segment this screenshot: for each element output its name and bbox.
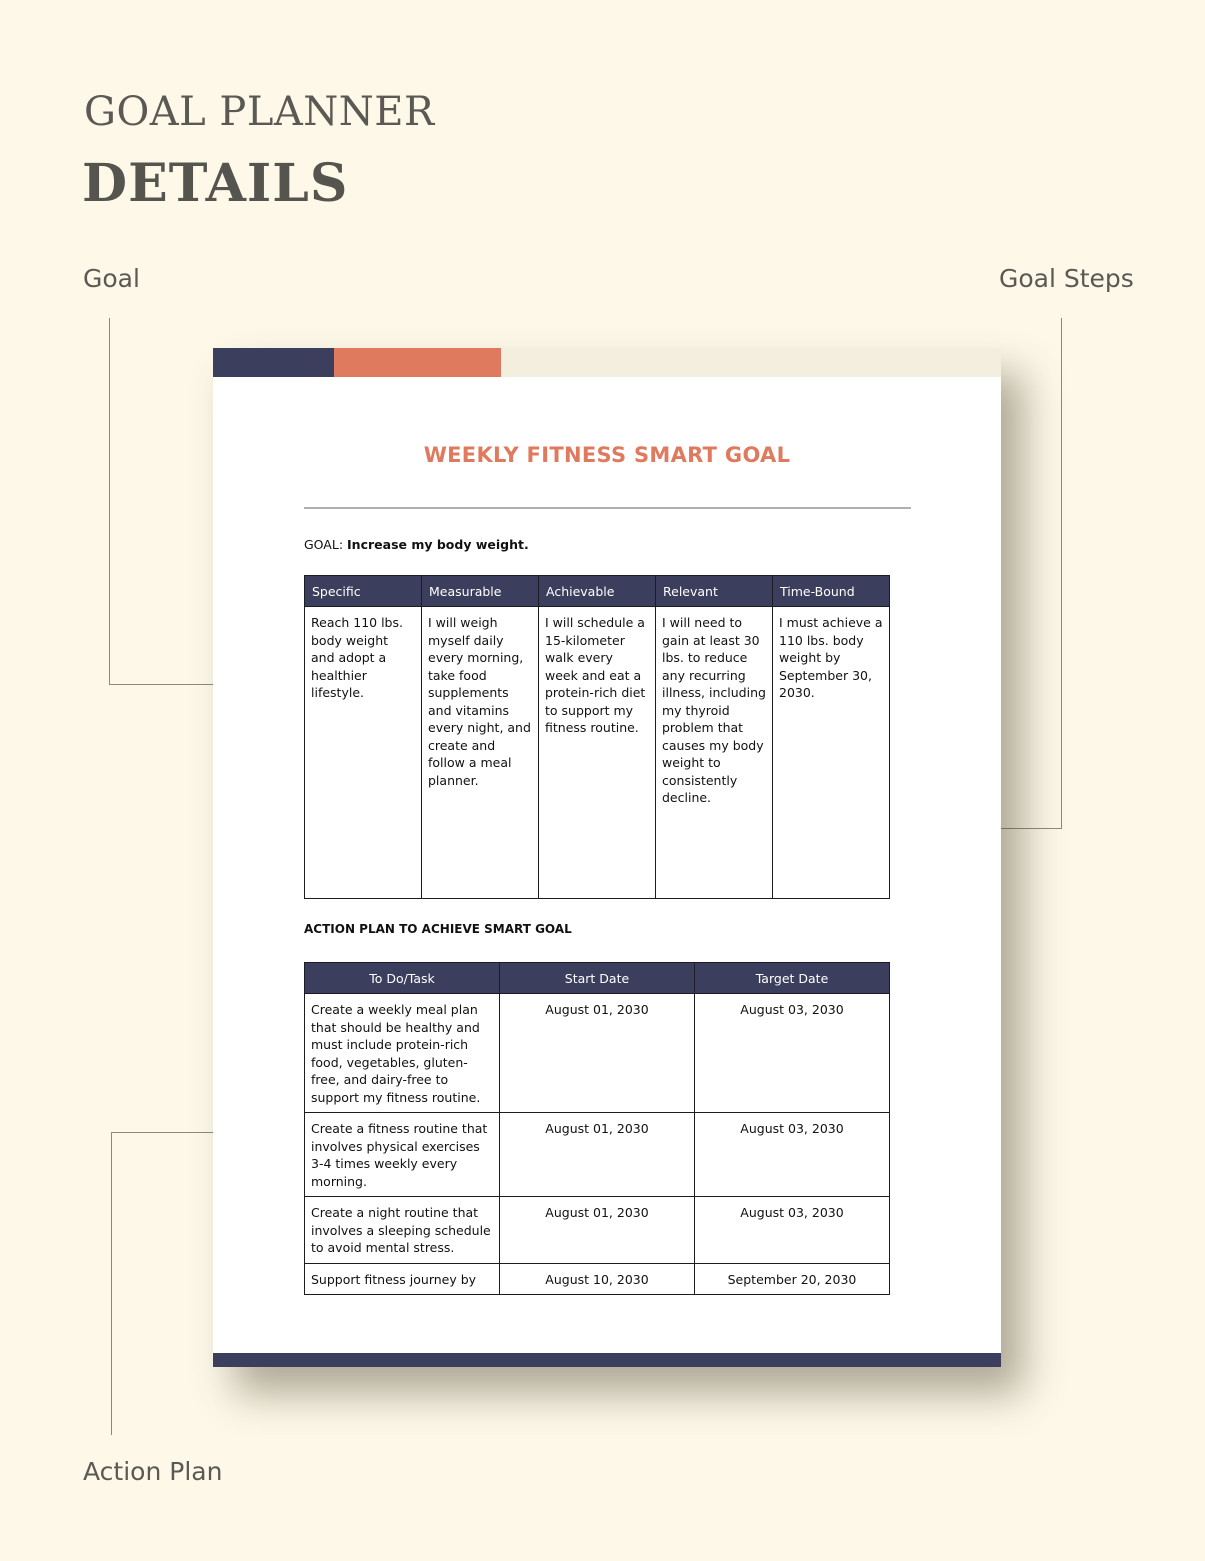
- bottom-bar-navy: [213, 1353, 1001, 1367]
- plan-start-date: August 01, 2030: [500, 1197, 695, 1264]
- smart-header-cell: Time-Bound: [773, 576, 890, 607]
- top-bar-cream: [501, 348, 1001, 377]
- plan-start-date: August 01, 2030: [500, 994, 695, 1113]
- smart-goal-table: [304, 575, 890, 899]
- plan-row: [305, 994, 890, 1113]
- action-plan-table: [304, 962, 890, 1295]
- plan-start-date: August 01, 2030: [500, 1113, 695, 1197]
- callout-goal: Goal: [83, 264, 140, 293]
- smart-header-cell: Measurable: [422, 576, 539, 607]
- smart-cell-time-bound: I must achieve a 110 lbs. body weight by September 30, 2030.: [773, 607, 890, 899]
- plan-target-date: September 20, 2030: [695, 1263, 890, 1295]
- plan-task: Support fitness journey by: [305, 1263, 500, 1295]
- page-heading-line1: GOAL PLANNER: [84, 89, 435, 135]
- plan-task: Create a night routine that involves a sleeping schedule to avoid mental stress.: [305, 1197, 500, 1264]
- plan-task: Create a fitness routine that involves physical exercises 3-4 times weekly every morning.: [305, 1113, 500, 1197]
- title-divider: [304, 507, 911, 509]
- smart-content-row: [305, 607, 890, 899]
- smart-header-cell: Relevant: [656, 576, 773, 607]
- plan-start-date: August 10, 2030: [500, 1263, 695, 1295]
- smart-cell-measurable: I will weigh myself daily every morning, take food supplements and vitamins every night, and create and follow a meal planner.: [422, 607, 539, 899]
- smart-cell-relevant: I will need to gain at least 30 lbs. to reduce any recurring illness, including my thyroid problem that causes my body weight to consistently decline.: [656, 607, 773, 899]
- goal-statement: [304, 537, 529, 552]
- plan-header-cell: Start Date: [500, 963, 695, 994]
- plan-header-row: [305, 963, 890, 994]
- goal-leader-vertical: [109, 318, 110, 685]
- callout-action-plan: Action Plan: [83, 1457, 223, 1486]
- smart-header-cell: Achievable: [539, 576, 656, 607]
- plan-header-cell: To Do/Task: [305, 963, 500, 994]
- callout-goal-steps: Goal Steps: [999, 264, 1134, 293]
- smart-header-cell: Specific: [305, 576, 422, 607]
- plan-target-date: August 03, 2030: [695, 1113, 890, 1197]
- plan-header-cell: Target Date: [695, 963, 890, 994]
- goal-steps-leader-vertical: [1061, 318, 1062, 829]
- plan-row: [305, 1113, 890, 1197]
- plan-task: Create a weekly meal plan that should be healthy and must include protein-rich food, vegetables, gluten-free, and dairy-free to support my fitness routine.: [305, 994, 500, 1113]
- document-title: WEEKLY FITNESS SMART GOAL: [423, 443, 791, 467]
- plan-target-date: August 03, 2030: [695, 994, 890, 1113]
- top-bar-navy: [213, 348, 334, 377]
- action-plan-leader-vertical: [111, 1132, 112, 1435]
- action-plan-title: ACTION PLAN TO ACHIEVE SMART GOAL: [304, 922, 572, 936]
- plan-row: [305, 1263, 890, 1295]
- top-bar-coral: [334, 348, 501, 377]
- smart-cell-specific: Reach 110 lbs. body weight and adopt a healthier lifestyle.: [305, 607, 422, 899]
- smart-cell-achievable: I will schedule a 15-kilometer walk every week and eat a protein-rich diet to support my fitness routine.: [539, 607, 656, 899]
- goal-text: Increase my body weight.: [347, 537, 529, 552]
- smart-header-row: [305, 576, 890, 607]
- page-heading-line2: DETAILS: [82, 153, 349, 214]
- document-page: [213, 348, 1001, 1367]
- plan-row: [305, 1197, 890, 1264]
- goal-label: GOAL:: [304, 537, 344, 552]
- plan-target-date: August 03, 2030: [695, 1197, 890, 1264]
